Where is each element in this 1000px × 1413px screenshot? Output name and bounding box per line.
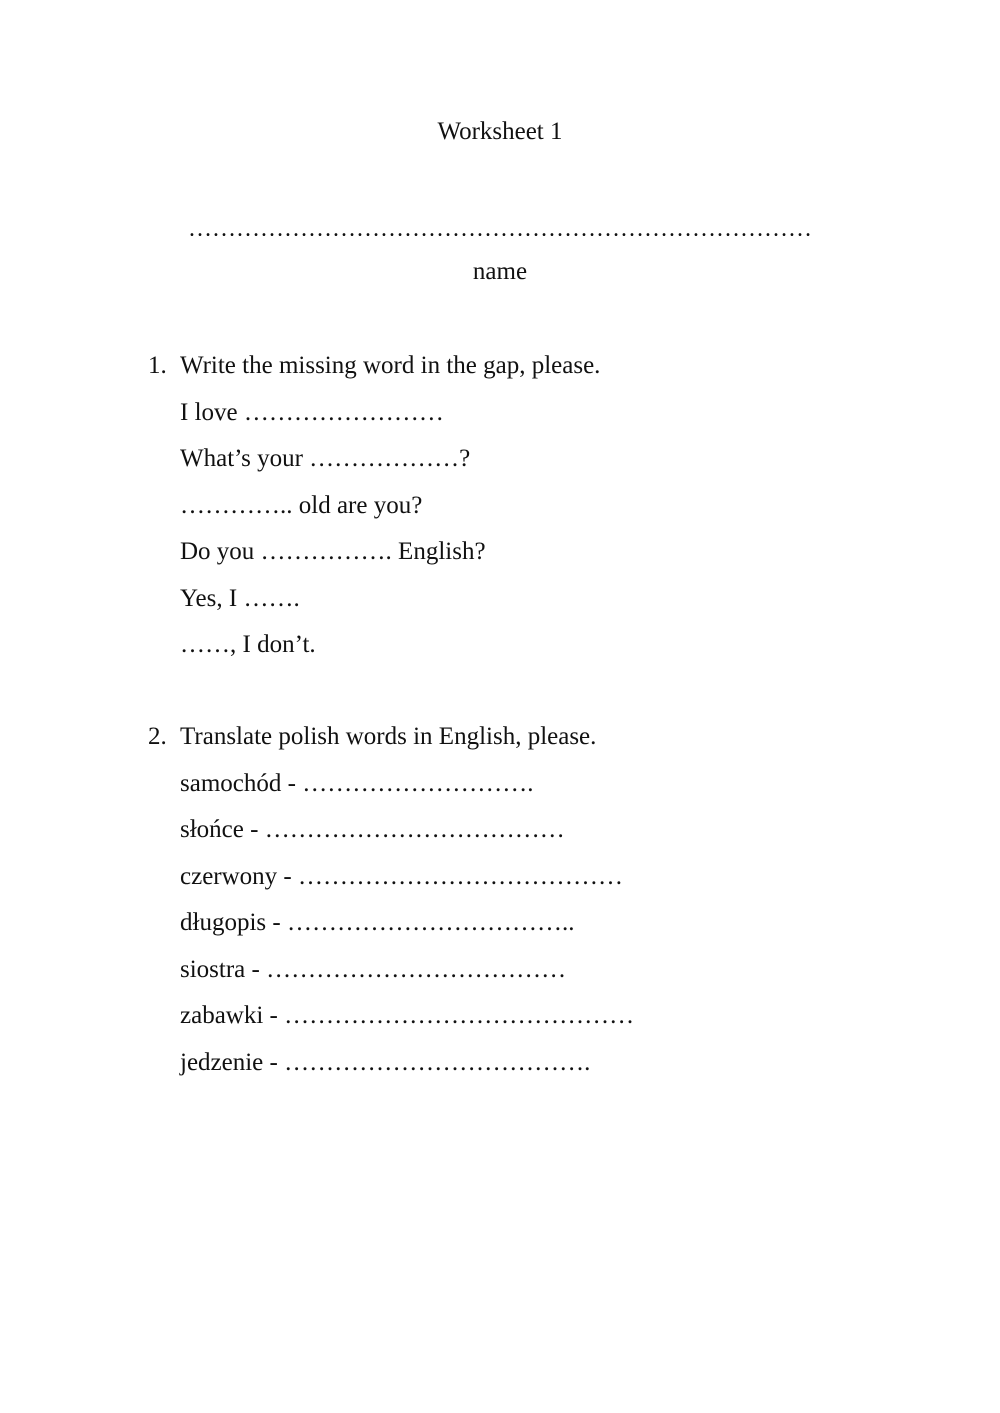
gap-sentence: Yes, I ……. bbox=[180, 584, 300, 612]
translation-item: jedzenie - ………………………………. bbox=[180, 1048, 591, 1076]
translation-item: samochód - ………………………. bbox=[180, 769, 534, 797]
exercise-1-number: 1. bbox=[148, 352, 167, 379]
gap-sentence: Do you ……………. English? bbox=[180, 538, 486, 565]
worksheet-title: Worksheet 1 bbox=[437, 118, 563, 145]
translation-item: zabawki - …………………………………… bbox=[180, 1002, 635, 1029]
exercise-2-heading bbox=[148, 721, 868, 768]
exercise-1 bbox=[148, 350, 868, 676]
translation-item: siostra - ……………………………… bbox=[180, 955, 567, 983]
exercise-2-number: 2. bbox=[148, 723, 167, 750]
gap-sentence: ……, I don’t. bbox=[180, 631, 316, 658]
translation-item: czerwony - ………………………………… bbox=[180, 862, 623, 890]
exercise-2 bbox=[148, 721, 868, 1093]
name-blank-line: …………………………………………………………………… bbox=[188, 216, 812, 242]
name-label: name bbox=[472, 258, 528, 285]
translation-item: długopis - …………………………….. bbox=[180, 909, 575, 936]
exercise-1-instruction: Write the missing word in the gap, please. bbox=[180, 352, 601, 379]
gap-sentence: What’s your ………………? bbox=[180, 445, 471, 472]
translation-item: słońce - ……………………………… bbox=[180, 816, 565, 843]
gap-sentence: I love …………………… bbox=[180, 398, 444, 426]
exercise-2-instruction: Translate polish words in English, please. bbox=[180, 723, 597, 750]
gap-sentence: ………….. old are you? bbox=[180, 491, 423, 519]
exercise-1-heading bbox=[148, 350, 868, 397]
